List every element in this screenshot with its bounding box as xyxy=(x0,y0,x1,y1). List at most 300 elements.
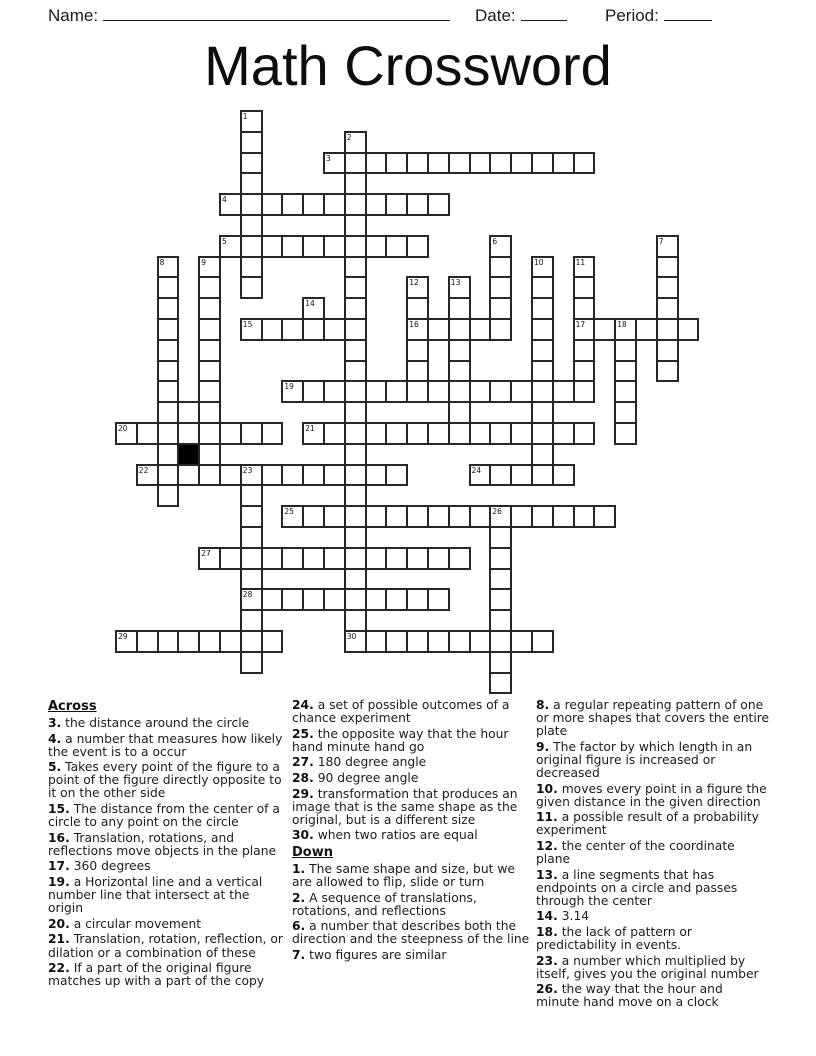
grid-cell-5-11[interactable] xyxy=(344,214,367,237)
grid-cell-22-6[interactable] xyxy=(240,568,263,591)
grid-cell-25-11[interactable] xyxy=(344,630,367,653)
grid-cell-24-11[interactable] xyxy=(344,609,367,632)
grid-cell-15-13[interactable] xyxy=(385,422,408,445)
clue-down-11: 11. a possible result of a probability experiment xyxy=(536,810,759,838)
grid-cell-21-14[interactable] xyxy=(406,547,429,570)
grid-cell-23-18[interactable] xyxy=(489,588,512,611)
grid-cell-14-24[interactable] xyxy=(614,401,637,424)
grid-cell-12-22[interactable] xyxy=(573,360,596,383)
cell-number-1: 1 xyxy=(242,112,248,121)
grid-cell-19-6[interactable] xyxy=(240,505,263,528)
grid-cell-2-14[interactable] xyxy=(406,152,429,175)
grid-cell-10-26[interactable] xyxy=(656,318,679,341)
grid-cell-4-11[interactable] xyxy=(344,193,367,216)
clue-down-18: 18. the lack of pattern or predictability in events. xyxy=(536,925,692,953)
grid-cell-6-5[interactable] xyxy=(219,235,242,258)
grid-cell-13-17[interactable] xyxy=(469,380,492,403)
grid-cell-19-23[interactable] xyxy=(593,505,616,528)
date-blank-line xyxy=(521,5,567,21)
grid-cell-2-10[interactable] xyxy=(323,152,346,175)
grid-cell-11-26[interactable] xyxy=(656,339,679,362)
grid-cell-17-11[interactable] xyxy=(344,464,367,487)
grid-cell-13-19[interactable] xyxy=(510,380,533,403)
grid-cell-26-18[interactable] xyxy=(489,651,512,674)
grid-cell-15-1[interactable] xyxy=(136,422,159,445)
clue-across-28: 28. 90 degree angle xyxy=(292,770,419,785)
grid-cell-6-12[interactable] xyxy=(365,235,388,258)
grid-cell-11-4[interactable] xyxy=(198,339,221,362)
grid-cell-0-6[interactable] xyxy=(240,110,263,133)
grid-cell-10-8[interactable] xyxy=(281,318,304,341)
cell-number-14: 14 xyxy=(305,299,315,309)
grid-cell-24-6[interactable] xyxy=(240,609,263,632)
grid-cell-15-7[interactable] xyxy=(261,422,284,445)
grid-cell-17-2[interactable] xyxy=(157,464,180,487)
grid-cell-15-19[interactable] xyxy=(510,422,533,445)
grid-cell-2-20[interactable] xyxy=(531,152,554,175)
grid-cell-23-9[interactable] xyxy=(302,588,325,611)
grid-cell-17-21[interactable] xyxy=(552,464,575,487)
grid-cell-2-21[interactable] xyxy=(552,152,575,175)
grid-cell-14-11[interactable] xyxy=(344,401,367,424)
grid-cell-10-6[interactable] xyxy=(240,318,263,341)
grid-cell-7-2[interactable] xyxy=(157,256,180,279)
grid-cell-6-10[interactable] xyxy=(323,235,346,258)
grid-cell-15-17[interactable] xyxy=(469,422,492,445)
grid-cell-9-20[interactable] xyxy=(531,297,554,320)
grid-cell-2-12[interactable] xyxy=(365,152,388,175)
grid-cell-11-24[interactable] xyxy=(614,339,637,362)
grid-cell-10-16[interactable] xyxy=(448,318,471,341)
grid-cell-16-4[interactable] xyxy=(198,443,221,466)
grid-cell-8-18[interactable] xyxy=(489,276,512,299)
grid-cell-22-11[interactable] xyxy=(344,568,367,591)
grid-cell-19-16[interactable] xyxy=(448,505,471,528)
grid-cell-2-11[interactable] xyxy=(344,152,367,175)
grid-cell-8-4[interactable] xyxy=(198,276,221,299)
grid-cell-6-26[interactable] xyxy=(656,235,679,258)
grid-cell-25-17[interactable] xyxy=(469,630,492,653)
grid-cell-15-24[interactable] xyxy=(614,422,637,445)
grid-cell-25-13[interactable] xyxy=(385,630,408,653)
grid-cell-9-4[interactable] xyxy=(198,297,221,320)
grid-cell-15-16[interactable] xyxy=(448,422,471,445)
cell-number-6: 6 xyxy=(492,236,498,246)
grid-cell-4-7[interactable] xyxy=(261,193,284,216)
grid-cell-13-20[interactable] xyxy=(531,380,554,403)
clue-across-21: 21. Translation, rotation, reflection, or dilation or a combination of these xyxy=(48,932,283,960)
grid-cell-7-18[interactable] xyxy=(489,256,512,279)
grid-cell-17-10[interactable] xyxy=(323,464,346,487)
grid-cell-21-4[interactable] xyxy=(198,547,221,570)
grid-cell-4-8[interactable] xyxy=(281,193,304,216)
grid-cell-23-11[interactable] xyxy=(344,588,367,611)
grid-cell-2-16[interactable] xyxy=(448,152,471,175)
grid-cell-19-12[interactable] xyxy=(365,505,388,528)
grid-cell-10-9[interactable] xyxy=(302,318,325,341)
grid-cell-2-13[interactable] xyxy=(385,152,408,175)
grid-cell-21-11[interactable] xyxy=(344,547,367,570)
grid-cell-7-6[interactable] xyxy=(240,256,263,279)
grid-cell-15-18[interactable] xyxy=(489,422,512,445)
grid-cell-11-2[interactable] xyxy=(157,339,180,362)
cell-number-17: 17 xyxy=(575,320,586,329)
grid-cell-9-16[interactable] xyxy=(448,297,471,320)
grid-cell-9-9[interactable] xyxy=(302,297,325,320)
grid-cell-8-2[interactable] xyxy=(157,276,180,299)
grid-cell-6-9[interactable] xyxy=(302,235,325,258)
grid-cell-19-14[interactable] xyxy=(406,505,429,528)
grid-cell-13-18[interactable] xyxy=(489,380,512,403)
grid-cell-5-6[interactable] xyxy=(240,214,263,237)
grid-cell-8-26[interactable] xyxy=(656,276,679,299)
clue-down-2: 2. A sequence of translations, rotations, and reflections xyxy=(292,890,477,918)
grid-cell-17-17[interactable] xyxy=(469,464,492,487)
grid-cell-13-16[interactable] xyxy=(448,380,471,403)
grid-cell-2-6[interactable] xyxy=(240,152,263,175)
grid-cell-13-11[interactable] xyxy=(344,380,367,403)
grid-cell-12-4[interactable] xyxy=(198,360,221,383)
grid-cell-10-20[interactable] xyxy=(531,318,554,341)
cell-number-18: 18 xyxy=(617,320,627,329)
clue-across-17: 17. 360 degrees xyxy=(48,859,151,874)
grid-cell-12-24[interactable] xyxy=(614,360,637,383)
clue-down-6: 6. a number that describes both the direction and the steepness of the line xyxy=(292,919,530,947)
grid-cell-17-5[interactable] xyxy=(219,464,242,487)
grid-cell-21-16[interactable] xyxy=(448,547,471,570)
grid-cell-25-15[interactable] xyxy=(427,630,450,653)
grid-cell-17-20[interactable] xyxy=(531,464,554,487)
clues-section xyxy=(48,699,770,1012)
grid-cell-21-6[interactable] xyxy=(240,547,263,570)
grid-cell-10-27[interactable] xyxy=(677,318,700,341)
grid-cell-19-22[interactable] xyxy=(573,505,596,528)
grid-cell-10-14[interactable] xyxy=(406,318,429,341)
grid-cell-9-22[interactable] xyxy=(573,297,596,320)
grid-cell-4-9[interactable] xyxy=(302,193,325,216)
clue-across-20: 20. a circular movement xyxy=(48,916,202,931)
grid-cell-25-5[interactable] xyxy=(219,630,242,653)
grid-cell-10-17[interactable] xyxy=(469,318,492,341)
grid-cell-13-12[interactable] xyxy=(365,380,388,403)
grid-cell-10-4[interactable] xyxy=(198,318,221,341)
grid-cell-15-5[interactable] xyxy=(219,422,242,445)
grid-cell-19-13[interactable] xyxy=(385,505,408,528)
clue-down-14: 14. 3.14 xyxy=(536,909,590,924)
grid-cell-7-20[interactable] xyxy=(531,256,554,279)
grid-cell-23-6[interactable] xyxy=(240,588,263,611)
clue-down-8: 8. a regular repeating pattern of one or more shapes that covers the entire plate xyxy=(536,698,770,739)
cell-number-4: 4 xyxy=(222,195,227,205)
cell-number-10: 10 xyxy=(534,257,544,267)
grid-cell-20-11[interactable] xyxy=(344,526,367,549)
grid-cell-6-18[interactable] xyxy=(489,235,512,258)
grid-cell-2-19[interactable] xyxy=(510,152,533,175)
grid-cell-13-22[interactable] xyxy=(573,380,596,403)
grid-cell-9-26[interactable] xyxy=(656,297,679,320)
grid-cell-11-20[interactable] xyxy=(531,339,554,362)
grid-cell-23-15[interactable] xyxy=(427,588,450,611)
grid-cell-15-14[interactable] xyxy=(406,422,429,445)
grid-cell-19-10[interactable] xyxy=(323,505,346,528)
grid-cell-21-18[interactable] xyxy=(489,547,512,570)
grid-cell-25-18[interactable] xyxy=(489,630,512,653)
clue-down-7: 7. two figures are similar xyxy=(292,948,447,962)
grid-cell-14-3[interactable] xyxy=(177,401,200,424)
grid-cell-2-22[interactable] xyxy=(573,152,596,175)
grid-cell-25-3[interactable] xyxy=(177,630,200,653)
grid-cell-19-20[interactable] xyxy=(531,505,554,528)
grid-cell-10-7[interactable] xyxy=(261,318,284,341)
grid-cell-17-4[interactable] xyxy=(198,464,221,487)
grid-cell-19-9[interactable] xyxy=(302,505,325,528)
grid-cell-15-21[interactable] xyxy=(552,422,575,445)
grid-cell-19-19[interactable] xyxy=(510,505,533,528)
cell-number-7: 7 xyxy=(658,236,664,246)
grid-cell-13-21[interactable] xyxy=(552,380,575,403)
grid-cell-25-20[interactable] xyxy=(531,630,554,653)
grid-cell-14-20[interactable] xyxy=(531,401,554,424)
grid-cell-13-2[interactable] xyxy=(157,380,180,403)
grid-cell-8-22[interactable] xyxy=(573,276,596,299)
clue-down-9: 9. The factor by which length in an original figure is increased or decreased xyxy=(536,739,753,780)
grid-cell-17-18[interactable] xyxy=(489,464,512,487)
grid-cell-7-22[interactable] xyxy=(573,256,596,279)
grid-cell-12-16[interactable] xyxy=(448,360,471,383)
grid-cell-9-14[interactable] xyxy=(406,297,429,320)
clue-down-10: 10. moves every point in a figure the given distance in the given direction xyxy=(536,781,767,809)
black-cell xyxy=(177,443,200,466)
grid-cell-11-14[interactable] xyxy=(406,339,429,362)
grid-cell-17-12[interactable] xyxy=(365,464,388,487)
grid-cell-21-9[interactable] xyxy=(302,547,325,570)
grid-cell-12-11[interactable] xyxy=(344,360,367,383)
grid-cell-4-5[interactable] xyxy=(219,193,242,216)
grid-cell-25-1[interactable] xyxy=(136,630,159,653)
grid-cell-13-10[interactable] xyxy=(323,380,346,403)
period-label: Period: xyxy=(605,6,659,25)
grid-cell-10-23[interactable] xyxy=(593,318,616,341)
clue-across-27: 27. 180 degree angle xyxy=(292,755,427,770)
grid-cell-8-11[interactable] xyxy=(344,276,367,299)
grid-cell-4-14[interactable] xyxy=(406,193,429,216)
grid-cell-6-8[interactable] xyxy=(281,235,304,258)
grid-cell-6-7[interactable] xyxy=(261,235,284,258)
cell-number-19: 19 xyxy=(284,382,294,392)
grid-cell-10-2[interactable] xyxy=(157,318,180,341)
grid-cell-25-12[interactable] xyxy=(365,630,388,653)
grid-cell-17-6[interactable] xyxy=(240,464,263,487)
grid-cell-17-1[interactable] xyxy=(136,464,159,487)
grid-cell-15-11[interactable] xyxy=(344,422,367,445)
grid-cell-23-8[interactable] xyxy=(281,588,304,611)
grid-cell-2-17[interactable] xyxy=(469,152,492,175)
page-title: Math Crossword xyxy=(204,34,612,97)
grid-cell-25-16[interactable] xyxy=(448,630,471,653)
grid-cell-15-20[interactable] xyxy=(531,422,554,445)
date-label: Date: xyxy=(475,6,516,25)
grid-cell-10-25[interactable] xyxy=(635,318,658,341)
grid-cell-19-8[interactable] xyxy=(281,505,304,528)
grid-cell-17-13[interactable] xyxy=(385,464,408,487)
grid-cell-25-2[interactable] xyxy=(157,630,180,653)
grid-cell-11-22[interactable] xyxy=(573,339,596,362)
grid-cell-13-13[interactable] xyxy=(385,380,408,403)
cell-number-13: 13 xyxy=(450,278,461,288)
grid-cell-18-2[interactable] xyxy=(157,484,180,507)
cell-number-3: 3 xyxy=(326,153,331,163)
grid-cell-7-4[interactable] xyxy=(198,256,221,279)
grid-cell-25-4[interactable] xyxy=(198,630,221,653)
grid-cell-19-21[interactable] xyxy=(552,505,575,528)
grid-cell-8-6[interactable] xyxy=(240,276,263,299)
grid-cell-10-11[interactable] xyxy=(344,318,367,341)
grid-cell-11-11[interactable] xyxy=(344,339,367,362)
clue-down-13: 13. a line segments that has endpoints on a circle and passes through the center xyxy=(536,867,738,908)
clue-across-24: 24. a set of possible outcomes of a chance experiment xyxy=(292,698,510,726)
grid-cell-16-20[interactable] xyxy=(531,443,554,466)
grid-cell-15-2[interactable] xyxy=(157,422,180,445)
grid-cell-19-17[interactable] xyxy=(469,505,492,528)
grid-cell-19-11[interactable] xyxy=(344,505,367,528)
grid-cell-20-6[interactable] xyxy=(240,526,263,549)
clue-down-26: 26. the way that the hour and minute hand move on a clock xyxy=(536,982,723,1010)
grid-cell-14-2[interactable] xyxy=(157,401,180,424)
grid-cell-4-6[interactable] xyxy=(240,193,263,216)
grid-cell-23-14[interactable] xyxy=(406,588,429,611)
grid-cell-12-2[interactable] xyxy=(157,360,180,383)
grid-cell-15-6[interactable] xyxy=(240,422,263,445)
grid-cell-1-11[interactable] xyxy=(344,131,367,154)
grid-cell-21-8[interactable] xyxy=(281,547,304,570)
clue-across-30: 30. when two ratios are equal xyxy=(292,828,478,843)
grid-cell-10-15[interactable] xyxy=(427,318,450,341)
clue-column-2 xyxy=(292,699,532,1012)
grid-cell-6-13[interactable] xyxy=(385,235,408,258)
grid-cell-18-6[interactable] xyxy=(240,484,263,507)
grid-cell-7-26[interactable] xyxy=(656,256,679,279)
grid-cell-27-18[interactable] xyxy=(489,672,512,695)
grid-cell-13-15[interactable] xyxy=(427,380,450,403)
cell-number-16: 16 xyxy=(409,320,419,329)
grid-cell-21-5[interactable] xyxy=(219,547,242,570)
grid-cell-18-11[interactable] xyxy=(344,484,367,507)
grid-cell-9-11[interactable] xyxy=(344,297,367,320)
grid-cell-11-16[interactable] xyxy=(448,339,471,362)
clue-across-15: 15. The distance from the center of a circle to any point on the circle xyxy=(48,802,280,830)
grid-cell-17-19[interactable] xyxy=(510,464,533,487)
grid-cell-3-6[interactable] xyxy=(240,172,263,195)
grid-cell-15-10[interactable] xyxy=(323,422,346,445)
grid-cell-17-9[interactable] xyxy=(302,464,325,487)
grid-cell-23-7[interactable] xyxy=(261,588,284,611)
grid-cell-19-15[interactable] xyxy=(427,505,450,528)
grid-cell-8-20[interactable] xyxy=(531,276,554,299)
grid-cell-26-6[interactable] xyxy=(240,651,263,674)
grid-cell-15-3[interactable] xyxy=(177,422,200,445)
grid-cell-25-19[interactable] xyxy=(510,630,533,653)
grid-cell-7-11[interactable] xyxy=(344,256,367,279)
cell-number-23: 23 xyxy=(242,465,253,475)
grid-cell-12-20[interactable] xyxy=(531,360,554,383)
grid-cell-22-18[interactable] xyxy=(489,568,512,591)
grid-cell-9-18[interactable] xyxy=(489,297,512,320)
grid-cell-21-15[interactable] xyxy=(427,547,450,570)
grid-cell-23-12[interactable] xyxy=(365,588,388,611)
grid-cell-6-6[interactable] xyxy=(240,235,263,258)
grid-cell-19-18[interactable] xyxy=(489,505,512,528)
grid-cell-13-4[interactable] xyxy=(198,380,221,403)
grid-cell-16-11[interactable] xyxy=(344,443,367,466)
grid-cell-25-7[interactable] xyxy=(261,630,284,653)
grid-cell-21-13[interactable] xyxy=(385,547,408,570)
grid-cell-15-12[interactable] xyxy=(365,422,388,445)
grid-cell-25-6[interactable] xyxy=(240,630,263,653)
grid-cell-15-4[interactable] xyxy=(198,422,221,445)
grid-cell-6-14[interactable] xyxy=(406,235,429,258)
grid-cell-10-22[interactable] xyxy=(573,318,596,341)
grid-cell-6-11[interactable] xyxy=(344,235,367,258)
grid-cell-17-3[interactable] xyxy=(177,464,200,487)
grid-cell-25-0[interactable] xyxy=(115,630,138,653)
grid-cell-13-14[interactable] xyxy=(406,380,429,403)
grid-cell-25-14[interactable] xyxy=(406,630,429,653)
grid-cell-16-2[interactable] xyxy=(157,443,180,466)
grid-cell-13-24[interactable] xyxy=(614,380,637,403)
grid-cell-10-24[interactable] xyxy=(614,318,637,341)
grid-cell-4-12[interactable] xyxy=(365,193,388,216)
grid-cell-3-11[interactable] xyxy=(344,172,367,195)
grid-cell-21-12[interactable] xyxy=(365,547,388,570)
grid-cell-8-14[interactable] xyxy=(406,276,429,299)
cell-number-26: 26 xyxy=(492,507,502,517)
grid-cell-17-8[interactable] xyxy=(281,464,304,487)
grid-cell-10-10[interactable] xyxy=(323,318,346,341)
grid-cell-13-8[interactable] xyxy=(281,380,304,403)
grid-cell-20-18[interactable] xyxy=(489,526,512,549)
grid-cell-14-16[interactable] xyxy=(448,401,471,424)
grid-cell-15-22[interactable] xyxy=(573,422,596,445)
grid-cell-2-18[interactable] xyxy=(489,152,512,175)
grid-cell-13-9[interactable] xyxy=(302,380,325,403)
grid-cell-8-16[interactable] xyxy=(448,276,471,299)
grid-cell-12-14[interactable] xyxy=(406,360,429,383)
grid-cell-21-7[interactable] xyxy=(261,547,284,570)
grid-cell-15-15[interactable] xyxy=(427,422,450,445)
grid-cell-14-4[interactable] xyxy=(198,401,221,424)
grid-cell-9-2[interactable] xyxy=(157,297,180,320)
grid-cell-4-13[interactable] xyxy=(385,193,408,216)
grid-cell-17-7[interactable] xyxy=(261,464,284,487)
grid-cell-10-18[interactable] xyxy=(489,318,512,341)
grid-cell-1-6[interactable] xyxy=(240,131,263,154)
grid-cell-23-13[interactable] xyxy=(385,588,408,611)
grid-cell-4-10[interactable] xyxy=(323,193,346,216)
grid-cell-12-26[interactable] xyxy=(656,360,679,383)
grid-cell-4-15[interactable] xyxy=(427,193,450,216)
grid-cell-15-9[interactable] xyxy=(302,422,325,445)
clue-down-1: 1. The same shape and size, but we are allowed to flip, slide or turn xyxy=(292,861,515,890)
grid-cell-15-0[interactable] xyxy=(115,422,138,445)
period-field-group xyxy=(605,5,712,26)
clue-across-3: 3. the distance around the circle xyxy=(48,716,250,730)
grid-cell-24-18[interactable] xyxy=(489,609,512,632)
clue-across-22: 22. If a part of the original figure matches up with a part of the copy xyxy=(48,961,265,989)
grid-cell-23-10[interactable] xyxy=(323,588,346,611)
period-blank-line xyxy=(664,5,712,21)
grid-cell-21-10[interactable] xyxy=(323,547,346,570)
grid-cell-2-15[interactable] xyxy=(427,152,450,175)
